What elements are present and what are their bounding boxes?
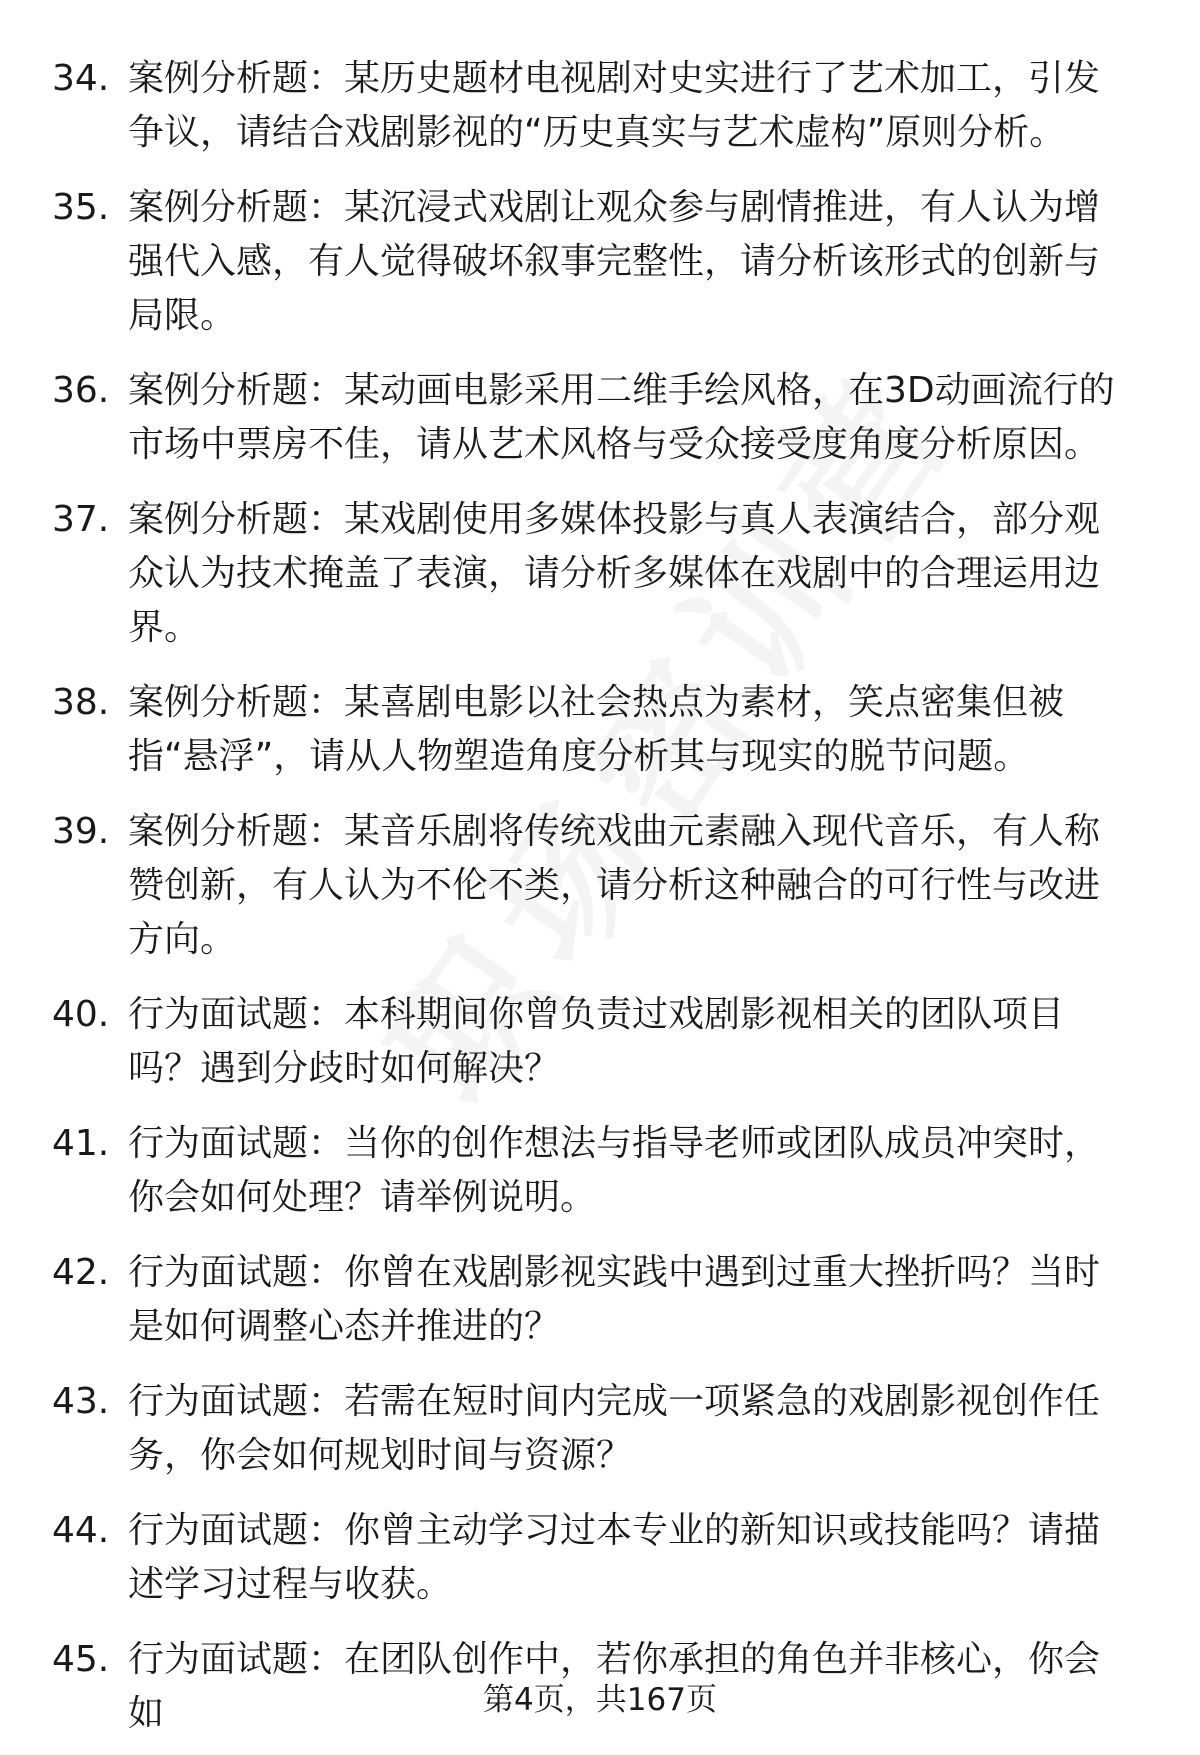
question-text: 案例分析题：某戏剧使用多媒体投影与真人表演结合，部分观众认为技术掩盖了表演，请分析多媒体在戏剧中的合理运用边界。 <box>128 499 1101 648</box>
question-item <box>52 805 1152 967</box>
question-list <box>52 52 1152 1741</box>
question-item <box>52 493 1152 655</box>
question-item <box>52 52 1152 160</box>
page-footer: 第4页，共167页 <box>483 1682 717 1718</box>
question-number: 36. <box>52 370 110 411</box>
question-number: 39. <box>52 811 110 852</box>
question-text: 案例分析题：某动画电影采用二维手绘风格，在3D动画流行的市场中票房不佳，请从艺术风格与受众接受度角度分析原因。 <box>128 370 1115 465</box>
question-item <box>52 364 1152 472</box>
question-text: 案例分析题：某沉浸式戏剧让观众参与剧情推进，有人认为增强代入感，有人觉得破坏叙事完整性，请分析该形式的创新与局限。 <box>128 187 1101 336</box>
question-text: 行为面试题：你曾在戏剧影视实践中遇到过重大挫折吗？当时是如何调整心态并推进的？ <box>128 1252 1101 1347</box>
question-item <box>52 1375 1152 1483</box>
question-text: 案例分析题：某音乐剧将传统戏曲元素融入现代音乐，有人称赞创新，有人认为不伦不类，请分析这种融合的可行性与改进方向。 <box>128 811 1101 960</box>
question-text: 案例分析题：某喜剧电影以社会热点为素材，笑点密集但被指“悬浮”，请从人物塑造角度分析其与现实的脱节问题。 <box>128 682 1065 777</box>
question-text: 行为面试题：你曾主动学习过本专业的新知识或技能吗？请描述学习过程与收获。 <box>128 1510 1101 1605</box>
question-item <box>52 1117 1152 1225</box>
question-text: 案例分析题：某历史题材电视剧对史实进行了艺术加工，引发争议，请结合戏剧影视的“历史真实与艺术虚构”原则分析。 <box>128 58 1101 153</box>
question-number: 45. <box>52 1639 110 1680</box>
question-text: 行为面试题：本科期间你曾负责过戏剧影视相关的团队项目吗？遇到分歧时如何解决？ <box>128 994 1065 1089</box>
question-item <box>52 1504 1152 1612</box>
question-text: 行为面试题：在团队创作中，若你承担的角色并非核心，你会如 <box>128 1639 1101 1734</box>
question-number: 41. <box>52 1123 110 1164</box>
question-item <box>52 1246 1152 1354</box>
question-number: 44. <box>52 1510 110 1551</box>
question-number: 43. <box>52 1381 110 1422</box>
question-number: 34. <box>52 58 110 99</box>
question-item <box>52 676 1152 784</box>
question-number: 37. <box>52 499 110 540</box>
question-number: 40. <box>52 994 110 1035</box>
question-text: 行为面试题：若需在短时间内完成一项紧急的戏剧影视创作任务，你会如何规划时间与资源？ <box>128 1381 1101 1476</box>
question-number: 42. <box>52 1252 110 1293</box>
question-item <box>52 988 1152 1096</box>
question-text: 行为面试题：当你的创作想法与指导老师或团队成员冲突时，你会如何处理？请举例说明。 <box>128 1123 1101 1218</box>
question-number: 35. <box>52 187 110 228</box>
question-number: 38. <box>52 682 110 723</box>
question-item <box>52 181 1152 343</box>
